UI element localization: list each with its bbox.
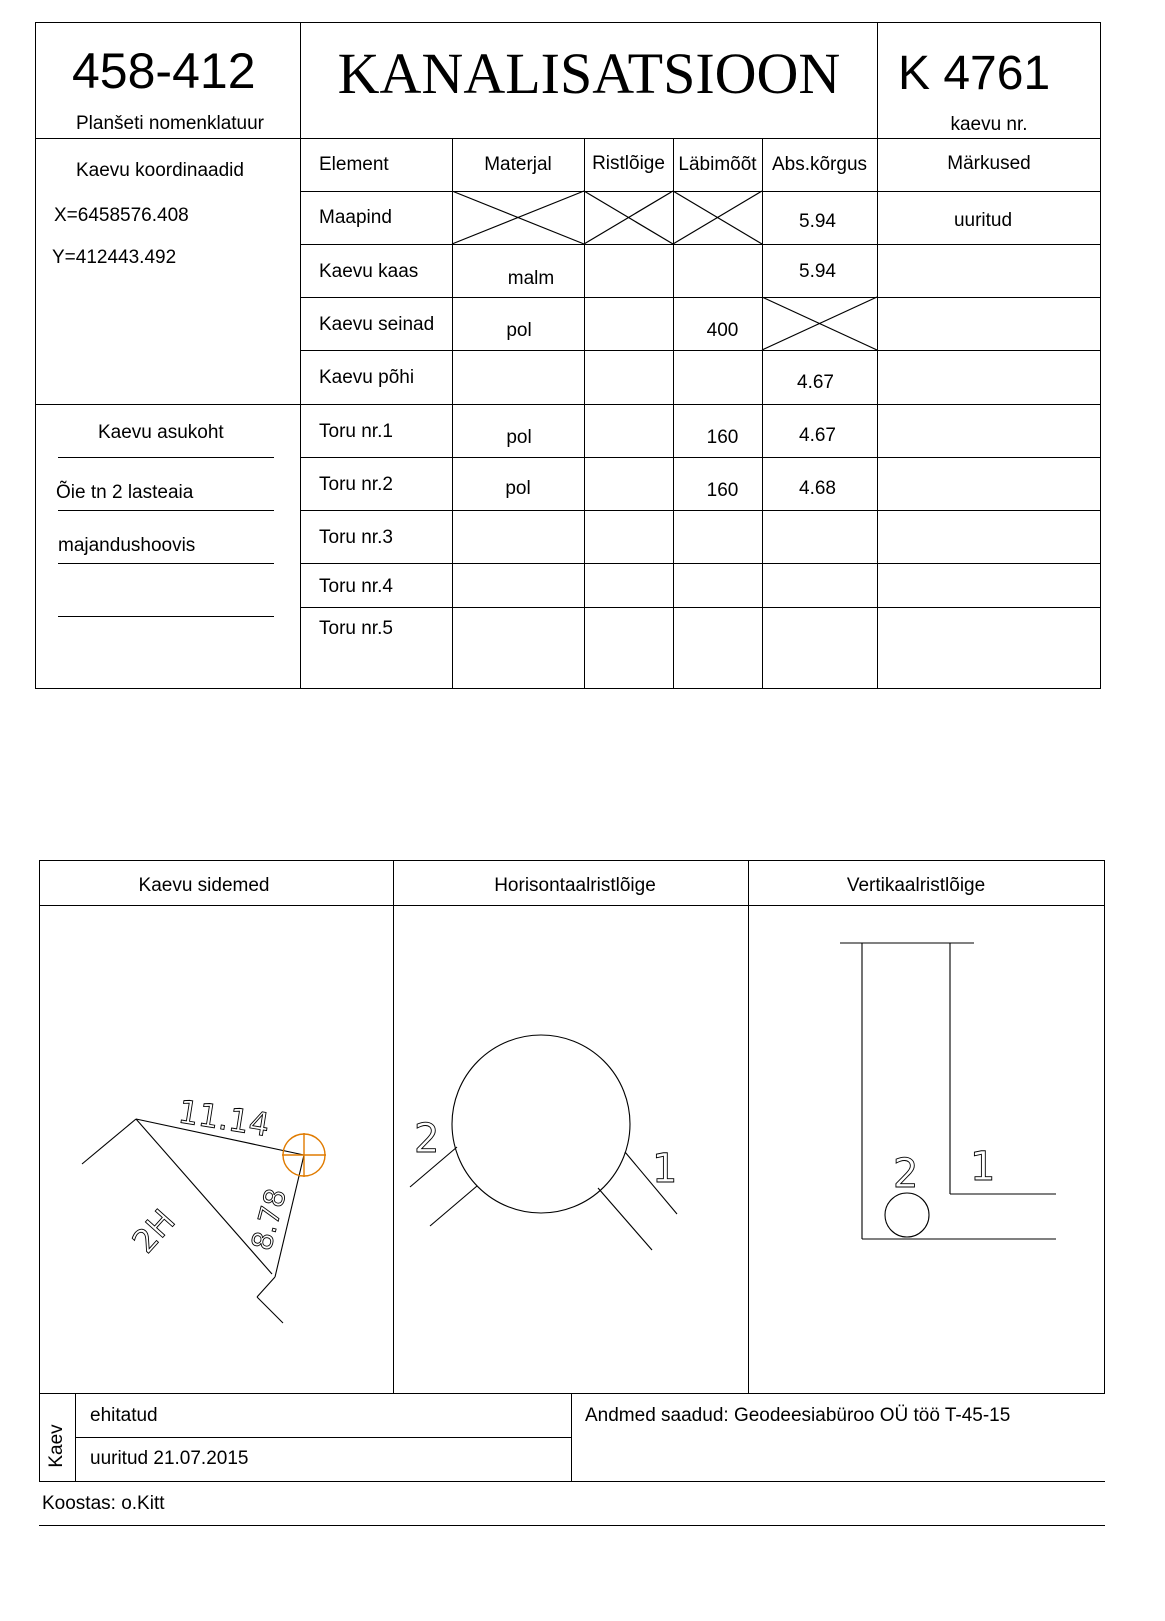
table-cell-abs: 5.94 (799, 261, 836, 282)
pipe-label-2: 2 (414, 1116, 440, 1162)
table-cell-element: Kaevu kaas (319, 261, 419, 282)
footer-author: Koostas: o.Kitt (42, 1493, 165, 1514)
divider (75, 1394, 76, 1482)
header-abs-korgus: Abs.kõrgus (771, 154, 868, 175)
table-cell-materjal: pol (505, 478, 531, 499)
table-cell-element: Toru nr.3 (319, 527, 393, 548)
table-cell-abs: 4.68 (799, 478, 836, 499)
header-ristloige: Ristlõige (592, 153, 665, 174)
table-cell-element: Kaevu seinad (319, 314, 435, 335)
footer-surveyed: uuritud 21.07.2015 (90, 1448, 249, 1469)
table-cell-abs: 5.94 (799, 211, 836, 232)
table-cell-labimoot: 400 (706, 320, 739, 341)
building-label: 2H (124, 1201, 183, 1261)
table-cell-element: Toru nr.1 (319, 421, 393, 442)
well-label: kaevu nr. (950, 114, 1028, 135)
header-markused: Märkused (947, 153, 1031, 174)
coordinate-x: X=6458576.408 (54, 205, 189, 226)
table-cell-labimoot: 160 (706, 480, 739, 501)
header-element: Element (319, 154, 389, 175)
table-cell-abs: 4.67 (799, 425, 836, 446)
footer-built: ehitatud (90, 1405, 158, 1426)
panel-title-sidemed: Kaevu sidemed (138, 875, 270, 896)
panel-title-vertikaal: Vertikaalristlõige (846, 875, 986, 896)
footer-side-label: Kaev (46, 1424, 67, 1468)
header-materjal: Materjal (484, 154, 552, 175)
header-labimoot: Läbimõõt (678, 154, 757, 175)
divider (75, 1437, 571, 1438)
page-title: KANALISATSIOON (337, 41, 841, 106)
table-cell-element: Kaevu põhi (319, 367, 415, 388)
table-cell-abs: 4.67 (797, 372, 834, 393)
location-line-2: majandushoovis (58, 535, 196, 556)
table-cell-element: Toru nr.2 (319, 474, 393, 495)
footer-source: Andmed saadud: Geodeesiabüroo OÜ töö T-45-15 (585, 1405, 1011, 1426)
vertical-pipe-label-2: 2 (893, 1151, 919, 1197)
location-label: Kaevu asukoht (98, 422, 224, 443)
coordinates-label: Kaevu koordinaadid (76, 160, 244, 181)
table-cell-markused: uuritud (953, 210, 1013, 231)
table-cell-materjal: malm (507, 268, 555, 289)
divider (571, 1394, 572, 1482)
table-cell-materjal: pol (506, 427, 532, 448)
panel-title-horisontaal: Horisontaalristlõige (494, 875, 656, 896)
table-cell-element: Toru nr.4 (319, 576, 393, 597)
divider (39, 1481, 1105, 1482)
divider (39, 1394, 40, 1482)
table-cell-element: Toru nr.5 (319, 618, 393, 639)
well-number: K 4761 (898, 47, 1051, 100)
table-cell-materjal: pol (506, 320, 532, 341)
well-marker-icon (282, 1133, 326, 1177)
divider (39, 1525, 1105, 1526)
vertical-pipe-label-1: 1 (970, 1144, 996, 1190)
location-line-1: Õie tn 2 lasteaia (56, 482, 194, 503)
coordinate-y: Y=412443.492 (52, 247, 177, 268)
sheet-label: Planšeti nomenklatuur (76, 113, 264, 134)
table-cell-element: Maapind (319, 207, 392, 228)
pipe-label-1: 1 (652, 1146, 678, 1192)
table-cell-labimoot: 160 (706, 427, 739, 448)
sheet-number: 458-412 (72, 43, 256, 99)
dim-label-top: 11.14 (175, 1092, 273, 1145)
dim-label-side: 8.78 (244, 1185, 293, 1254)
